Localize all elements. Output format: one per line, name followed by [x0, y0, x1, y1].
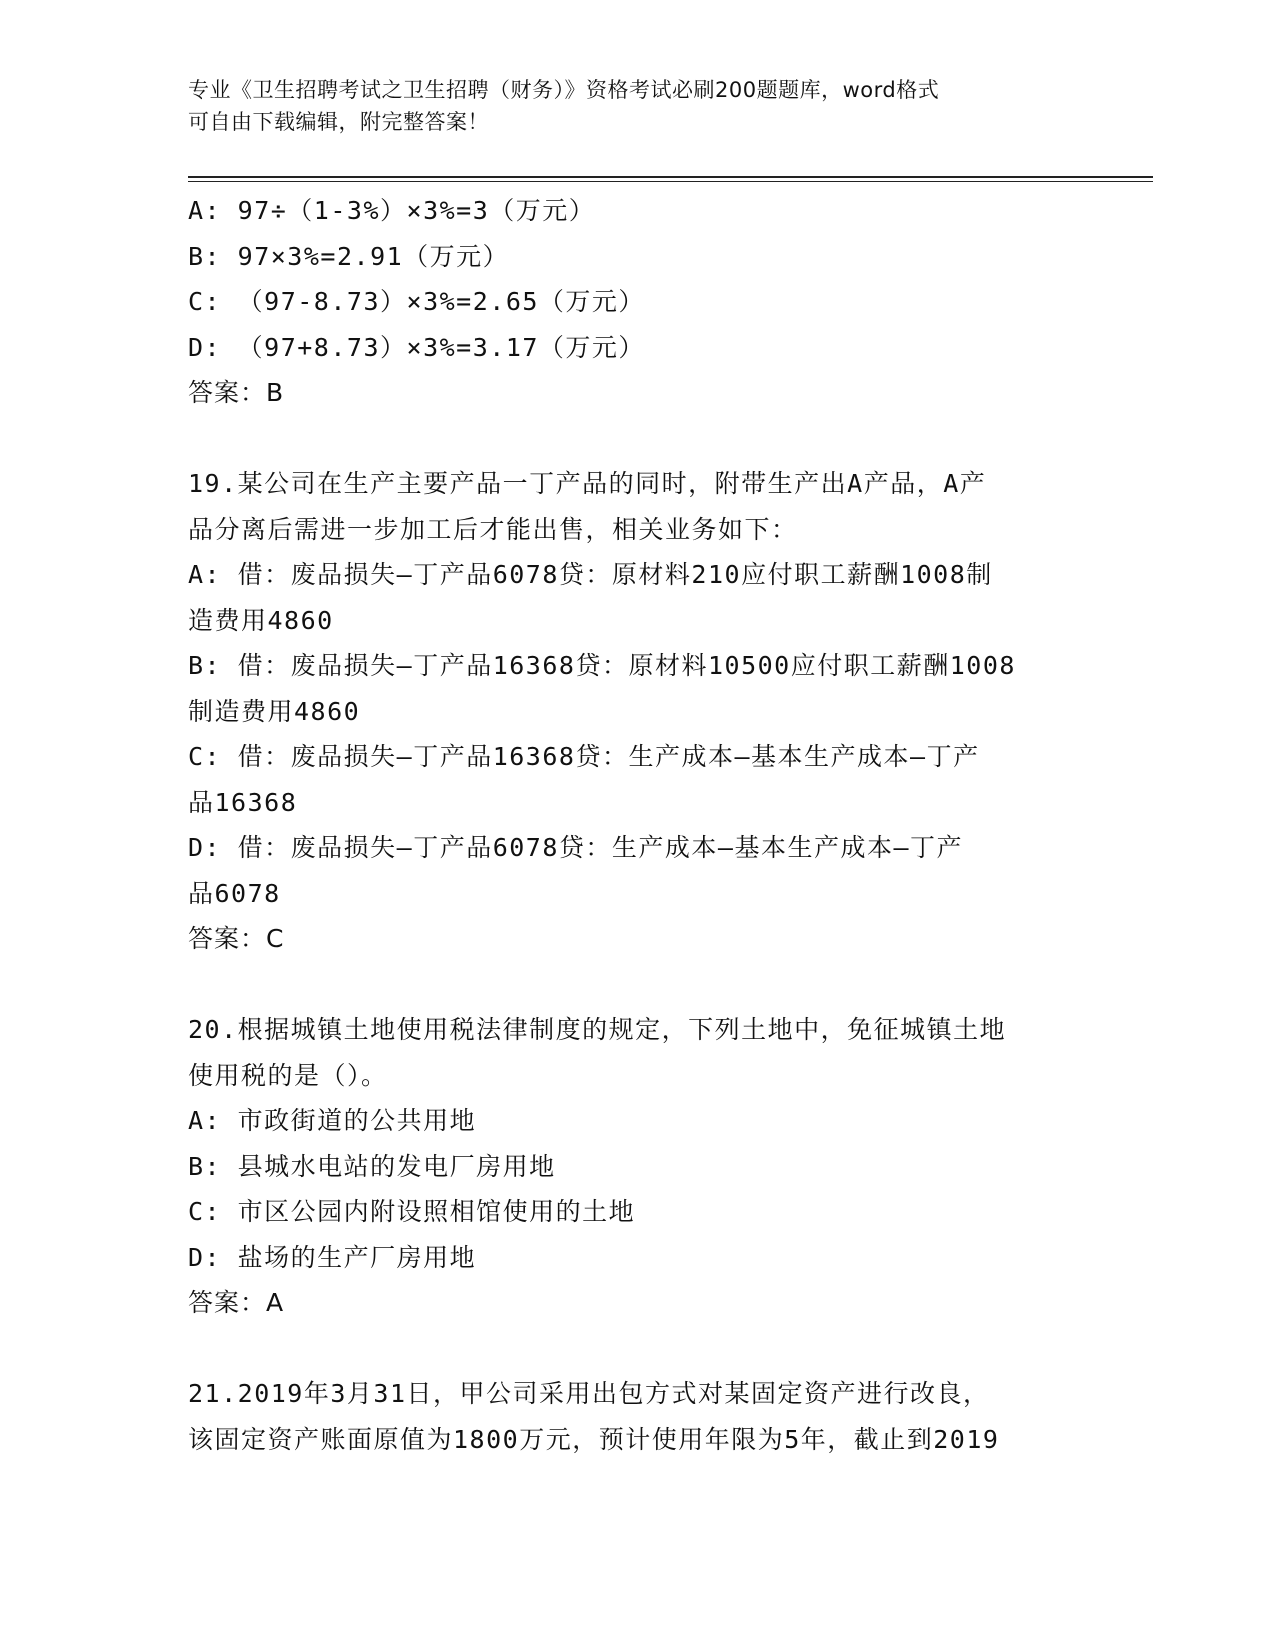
question-stem-line: 该固定资产账面原值为1800万元，预计使用年限为5年，截止到2019 — [188, 1424, 1000, 1454]
option-a-continued: 造费用4860 — [188, 605, 334, 635]
option-a: A: 97÷（1-3%）×3%=3（万元） — [188, 196, 596, 225]
option-b: B: 借：废品损失—丁产品16368贷：原材料10500应付职工薪酬1008 — [188, 651, 1016, 680]
option-d: D: 盐场的生产厂房用地 — [188, 1242, 477, 1272]
option-c: C: 借：废品损失—丁产品16368贷：生产成本—基本生产成本—丁产 — [188, 742, 980, 771]
option-c: C: （97-8.73）×3%=2.65（万元） — [188, 287, 645, 316]
option-b: B: 县城水电站的发电厂房用地 — [188, 1151, 556, 1181]
question-21 — [188, 1371, 1088, 1462]
answer-line: 答案：A — [188, 1288, 285, 1317]
spacer — [188, 962, 1088, 1008]
question-stem-line: 使用税的是（）。 — [188, 1060, 388, 1090]
option-d: D: 借：废品损失—丁产品6078贷：生产成本—基本生产成本—丁产 — [188, 833, 964, 862]
option-c-continued: 品16368 — [188, 787, 298, 817]
header-line-2: 可自由下载编辑，附完整答案！ — [188, 110, 489, 134]
header-divider-thick — [188, 176, 1153, 178]
question-stem-line: 19.某公司在生产主要产品一丁产品的同时，附带生产出A产品，A产 — [188, 469, 987, 498]
question-stem-line: 21.2019年3月31日，甲公司采用出包方式对某固定资产进行改良， — [188, 1379, 990, 1408]
header-divider-thin — [188, 181, 1153, 182]
question-18 — [188, 188, 1088, 416]
option-a: A: 借：废品损失—丁产品6078贷：原材料210应付职工薪酬1008制 — [188, 560, 993, 589]
option-d-continued: 品6078 — [188, 878, 281, 908]
spacer — [188, 416, 1088, 462]
question-20 — [188, 1007, 1088, 1326]
document-body — [188, 188, 1088, 1462]
header-line-1: 专业《卫生招聘考试之卫生招聘（财务）》资格考试必刷200题题库，word格式 — [188, 78, 940, 102]
option-c: C: 市区公园内附设照相馆使用的土地 — [188, 1197, 636, 1226]
option-b: B: 97×3%=2.91（万元） — [188, 241, 510, 271]
question-stem-line: 20.根据城镇土地使用税法律制度的规定，下列土地中，免征城镇土地 — [188, 1015, 1007, 1044]
option-d: D: （97+8.73）×3%=3.17（万元） — [188, 332, 645, 362]
option-a: A: 市政街道的公共用地 — [188, 1106, 477, 1135]
answer-line: 答案：C — [188, 924, 285, 953]
spacer — [188, 1326, 1088, 1372]
option-b-continued: 制造费用4860 — [188, 696, 361, 726]
answer-line: 答案：B — [188, 378, 285, 407]
question-stem-line: 品分离后需进一步加工后才能出售，相关业务如下： — [188, 514, 798, 544]
document-header — [188, 74, 1088, 138]
question-19 — [188, 461, 1088, 962]
